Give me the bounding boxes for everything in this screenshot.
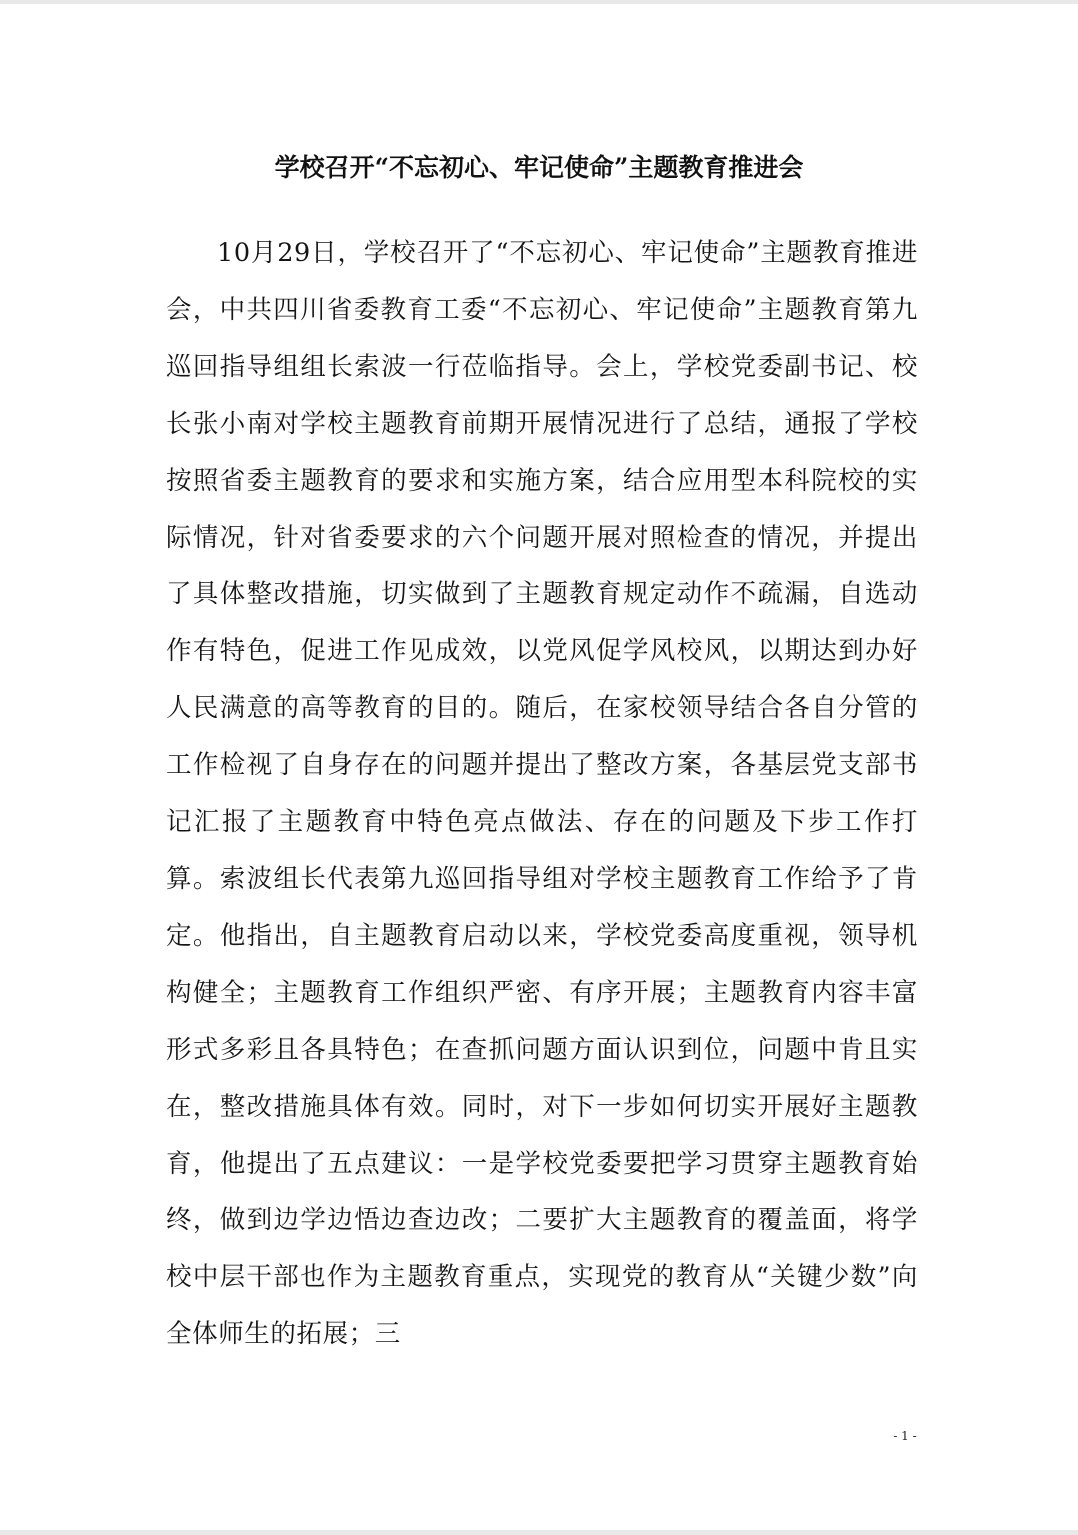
page-number: - 1 - [893,1429,917,1443]
document-title: 学校召开“不忘初心、牢记使命”主题教育推进会 [274,153,804,182]
document-page [0,4,1078,1530]
body-paragraph: 10月29日，学校召开了“不忘初心、牢记使命”主题教育推进会，中共四川省委教育工委“不忘初心、牢记使命”主题教育第九巡回指导组组长索波一行莅临指导。会上，学校党委副书记、校长张小南对学校主题教育前期开展情况进行了总结，通报了学校按照省委主题教育的要求和实施方案，结合应用型本科院校的实际情况，针对省委要求的六个问题开展对照检查的情况，并提出了具体整改措施，切实做到了主题教育规定动作不疏漏，自选动作有特色，促进工作见成效，以党风促学风校风，以期达到办好人民满意的高等教育的目的。随后，在家校领导结合各自分管的工作检视了自身存在的问题并提出了整改方案，各基层党支部书记汇报了主题教育中特色亮点做法、存在的问题及下步工作打算。索波组长代表第九巡回指导组对学校主题教育工作给予了肯定。他指出，自主题教育启动以来，学校党委高度重视，领导机构健全；主题教育工作组织严密、有序开展；主题教育内容丰富形式多彩且各具特色；在查抓问题方面认识到位，问题中肯且实在，整改措施具体有效。同时，对下一步如何切实开展好主题教育，他提出了五点建议：一是学校党委要把学习贯穿主题教育始终，做到边学边悟边查边改；二要扩大主题教育的覆盖面，将学校中层干部也作为主题教育重点，实现党的教育从“关键少数”向全体师生的拓展；三 [166,238,918,1350]
